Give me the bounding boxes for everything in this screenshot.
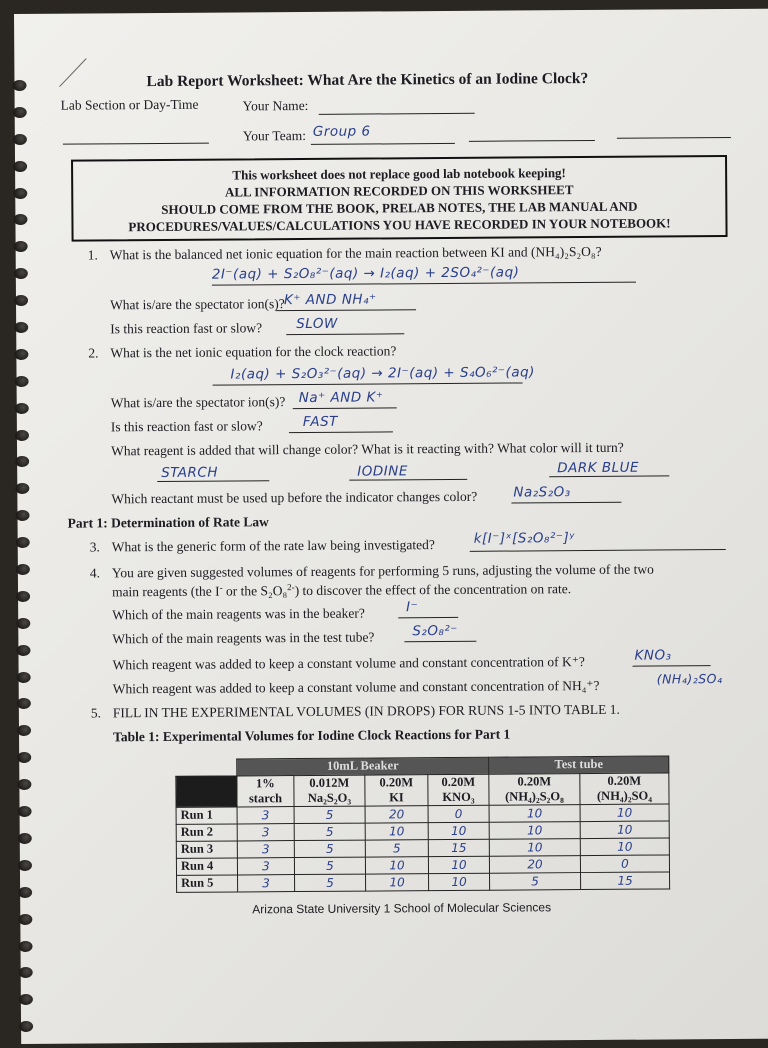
- team-answer: Group 6: [312, 123, 371, 140]
- col-header-ki: 0.20M KI: [365, 774, 428, 805]
- col-header-persulfate: 0.20M (NH₄)₂S₂O₈: [489, 773, 580, 805]
- notice-box: This worksheet does not replace good lab notebook keeping! ALL INFORMATION RECORDED ON THIS WORKSHEET SHOULD COME FROM THE BOOK, PRELAB NOTES, THE LAB MANUAL AND PROCEDURES/VALUES/CALCULATIONS YOU HAVE RECORDED IN YOUR NOTEBOOK!: [71, 155, 728, 242]
- table-row: Run 1 3 5 20 0 10 10: [176, 803, 669, 823]
- q2-limiting-line[interactable]: [511, 502, 621, 504]
- q3-text: What is the generic form of the rate law being investigated?: [111, 537, 435, 555]
- table-corner: [176, 775, 237, 806]
- col-header-na2s2o3: 0.012M Na₂S₂O₃: [294, 775, 365, 806]
- lab-section-line[interactable]: [63, 143, 209, 145]
- table-row: Run 5 3 5 10 10 5 15: [177, 871, 670, 891]
- q4-beaker-line[interactable]: [398, 617, 458, 618]
- part1-heading: Part 1: Determination of Rate Law: [67, 514, 269, 531]
- q2-speed-answer: FAST: [302, 413, 338, 430]
- col-header-ammonium-sulfate: 0.20M (NH₄)₂SO₄: [580, 772, 669, 804]
- table-caption: Table 1: Experimental Volumes for Iodine Clock Reactions for Part 1: [112, 726, 511, 745]
- q4-testtube-question: Which of the main reagents was in the test tube?: [112, 629, 375, 647]
- table-row: Run 4 3 5 10 10 20 0: [176, 854, 669, 874]
- q4-potassium-answer: KNO₃: [634, 647, 672, 664]
- q2-limiting-question: Which reactant must be used up before the indicator changes color?: [111, 488, 478, 507]
- q3-answer: k[I⁻]ˣ[S₂O₈²⁻]ʸ: [473, 530, 575, 547]
- q4-testtube-line[interactable]: [404, 641, 476, 643]
- q4-ammonium-question: Which reagent was added to keep a constant volume and constant concentration of NH₄⁺?: [112, 677, 600, 697]
- q2-reacts-with-line[interactable]: [349, 479, 467, 481]
- q4-number: 4.: [89, 565, 101, 581]
- q2-reacts-with-answer: IODINE: [357, 463, 408, 480]
- col-header-kno3: 0.20M KNO₃: [428, 774, 489, 805]
- table-row: Run 2 3 5 10 10 10 10: [176, 820, 669, 840]
- q2-speed-label: Is this reaction fast or slow?: [110, 418, 263, 435]
- q3-number: 3.: [89, 539, 100, 555]
- team-label: Your Team:: [242, 127, 306, 144]
- q2-text: What is the net ionic equation for the clock reaction?: [110, 343, 397, 361]
- q2-color-answer: DARK BLUE: [557, 459, 640, 477]
- q2-answer: I₂(aq) + S₂O₃²⁻(aq) → 2I⁻(aq) + S₄O₆²⁻(aq): [230, 364, 535, 383]
- team-line[interactable]: [311, 143, 455, 145]
- volumes-table: [175, 755, 670, 892]
- q4-testtube-answer: S₂O₈²⁻: [412, 622, 458, 640]
- table-row: Run 3 3 5 5 15 10 10: [176, 837, 669, 857]
- q1-text: What is the balanced net ionic equation for the main reaction between KI and (NH₄)₂S₂O₈?: [109, 243, 602, 263]
- q5-text: FILL IN THE EXPERIMENTAL VOLUMES (IN DROPS) FOR RUNS 1-5 INTO TABLE 1.: [112, 701, 620, 721]
- worksheet-page: [14, 9, 768, 1044]
- q1-speed-answer: SLOW: [296, 315, 338, 333]
- testtube-group-header: Test tube: [489, 756, 669, 774]
- pencil-mark: [54, 53, 94, 93]
- q1-spectator-line[interactable]: [276, 309, 416, 311]
- binder-holes: [14, 80, 39, 1048]
- q2-reagent-question: What reagent is added that will change color? What is it reacting with? What color will it turn?: [110, 439, 624, 459]
- q1-answer: 2I⁻(aq) + S₂O₈²⁻(aq) → I₂(aq) + 2SO₄²⁻(aq): [211, 264, 520, 283]
- q4-text-line1: You are given suggested volumes of reagents for performing 5 runs, adjusting the volume of the two: [111, 561, 654, 581]
- q1-spectator-label: What is/are the spectator ion(s)?: [109, 296, 285, 313]
- q2-limiting-answer: Na₂S₂O₃: [513, 484, 571, 501]
- name-line[interactable]: [319, 113, 475, 115]
- q4-ammonium-answer: (NH₄)₂SO₄: [656, 671, 723, 687]
- team-line-3[interactable]: [617, 137, 731, 139]
- q4-potassium-question: Which reagent was added to keep a constant volume and constant concentration of K⁺?: [112, 654, 585, 673]
- team-line-2[interactable]: [469, 140, 595, 142]
- q1-spectator-answer: K⁺ AND NH₄⁺: [283, 291, 377, 309]
- q3-answer-line[interactable]: [470, 549, 726, 552]
- q2-spectator-line[interactable]: [293, 407, 397, 409]
- q2-spectator-answer: Na⁺ AND K⁺: [298, 389, 384, 407]
- q2-speed-line[interactable]: [289, 431, 393, 433]
- q2-reagent-answer: STARCH: [161, 464, 219, 481]
- q2-color-line[interactable]: [549, 475, 669, 477]
- q4-beaker-answer: I⁻: [406, 599, 419, 616]
- beaker-group-header: 10mL Beaker: [237, 757, 489, 775]
- q2-spectator-label: What is/are the spectator ion(s)?: [110, 394, 286, 411]
- q1-speed-line[interactable]: [286, 333, 404, 335]
- page-title: Lab Report Worksheet: What Are the Kinetics of an Iodine Clock?: [146, 69, 589, 91]
- lab-section-label: Lab Section or Day-Time: [60, 96, 199, 113]
- q4-potassium-line[interactable]: [633, 665, 711, 667]
- col-header-starch: 1% starch: [237, 775, 294, 806]
- q1-speed-label: Is this reaction fast or slow?: [110, 320, 263, 337]
- q5-number: 5.: [90, 705, 102, 721]
- q1-answer-line[interactable]: [212, 282, 636, 286]
- q2-answer-line[interactable]: [213, 382, 523, 385]
- footer-text: Arizona State University 1 School of Molecular Sciences: [252, 900, 552, 917]
- name-label: Your Name:: [242, 97, 309, 114]
- q4-beaker-question: Which of the main reagents was in the beaker?: [112, 605, 365, 623]
- q2-reagent-line[interactable]: [157, 480, 269, 482]
- q1-number: 1.: [87, 247, 98, 263]
- q2-number: 2.: [88, 345, 99, 361]
- q4-text-line2: main reagents (the I- or the S₂O₈$^{2-}$) to discover the effect of the concentration on rate.: [111, 581, 572, 600]
